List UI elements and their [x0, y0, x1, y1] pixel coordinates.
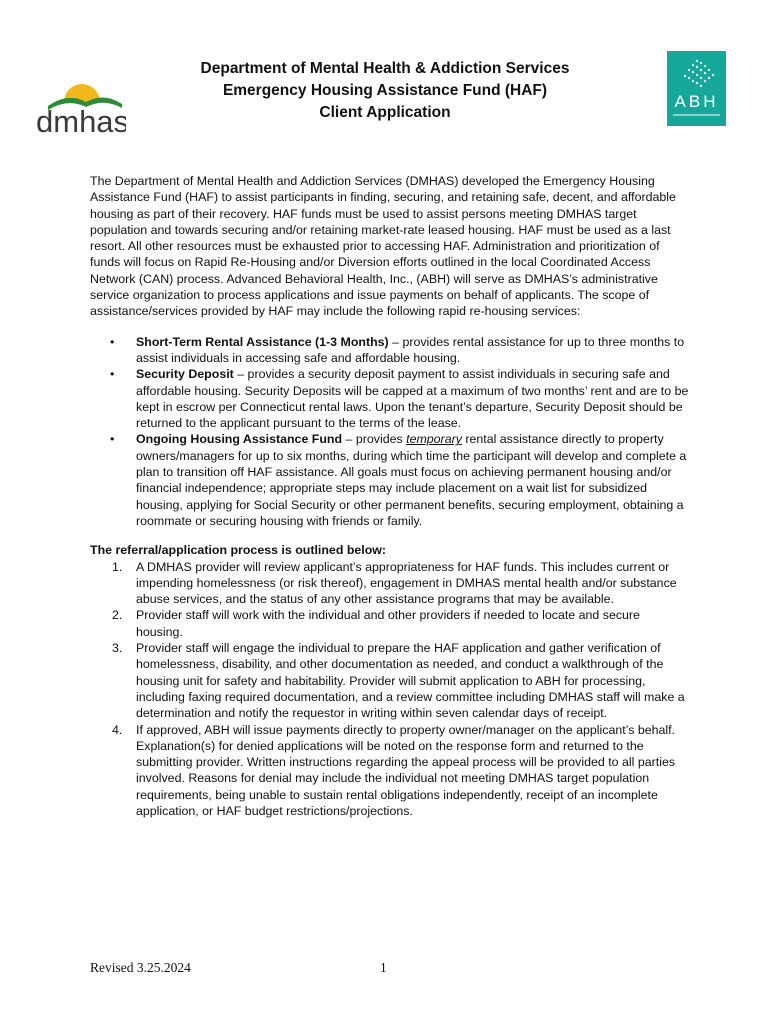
- process-heading: The referral/application process is outlined below:: [90, 543, 387, 558]
- title-line: Department of Mental Health & Addiction Services: [200, 60, 570, 77]
- step-number: 3.: [112, 641, 123, 656]
- document-title: [140, 58, 630, 124]
- document-body: [90, 173, 690, 819]
- service-description-lead: – provides: [342, 432, 407, 447]
- bullet: •: [110, 334, 115, 349]
- step-text: Provider staff will work with the individual and other providers if needed to locate and secure housing.: [136, 608, 640, 639]
- title-line: Client Application: [319, 104, 451, 121]
- emphasized-word: temporary: [406, 432, 462, 447]
- step-number: 2.: [112, 608, 123, 623]
- list-item: [90, 722, 690, 820]
- step-text: Provider staff will engage the individual to prepare the HAF application and gather verification of homelessness, disability, and other documentation as needed, and conduct a walkthrough of the housing unit for safety and habitability. Provider will submit application to ABH for processing, including faxing required documentation, and a review committee including DMHAS staff will make a determination and notify the requestor in writing within seven calendar days of receipt.: [136, 641, 685, 721]
- bullet: •: [110, 432, 115, 447]
- service-term: Short-Term Rental Assistance (1-3 Months): [136, 334, 389, 349]
- service-term: Security Deposit: [136, 367, 234, 382]
- list-item: [90, 607, 690, 640]
- service-description: – provides rental assistance for up to three months to assist individuals in accessing safe and affordable housing.: [136, 334, 685, 365]
- list-item: [90, 431, 690, 529]
- intro-paragraph: The Department of Mental Health and Addiction Services (DMHAS) developed the Emergency Housing Assistance Fund (HAF) to assist participants in finding, securing, and retaining safe, decent, and affordable housing as part of their recovery. HAF funds must be used to assist persons meeting DMHAS target population and towards securing and/or retaining market-rate leased housing. HAF must be used as a last resort. All other resources must be exhausted prior to accessing HAF. Administration and prioritization of funds will focus on Rapid Re-Housing and/or Diversion efforts outlined in the local Coordinated Access Network (CAN) process. Advanced Behavioral Health, Inc., (ABH) will serve as DMHAS’s administrative service organization to process applications and issue payments on behalf of applicants. The scope of assistance/services provided by HAF may include the following rapid re-housing services:: [90, 174, 676, 319]
- list-item: [90, 334, 690, 367]
- step-number: 4.: [112, 722, 123, 737]
- dmhas-logo: [34, 80, 126, 136]
- page-number: 1: [380, 960, 387, 975]
- service-description: – provides a security deposit payment to assist individuals in securing safe and affordable housing. Security Deposits will be capped at a maximum of two months’ rent and are to be kept in escrow per Connecticut rental laws. Upon the tenant’s departure, Security Deposit should be returned to the applicant pursuant to the terms of the lease.: [136, 367, 689, 431]
- step-text: A DMHAS provider will review applicant’s appropriateness for HAF funds. This includes current or impending homelessness (or risk thereof), engagement in DMHAS mental health and/or substance abuse services, and the status of any other assistance programs that may be available.: [136, 559, 677, 607]
- revision-date: Revised 3.25.2024: [90, 960, 191, 975]
- services-list: [90, 334, 690, 530]
- list-item: [90, 640, 690, 721]
- dmhas-logo-text: dmhas: [36, 104, 126, 136]
- abh-logo: [667, 51, 726, 126]
- service-description: rental assistance directly to property owners/managers for up to six months, during which time the participant will develop and complete a plan to transition off HAF assistance. All goals must focus on achieving permanent housing and/or financial independence; appropriate steps may include placement on a wait list for subsidized housing, applying for Social Security or other permanent benefits, securing employment, obtaining a roommate or securing housing with friends or family.: [136, 432, 687, 528]
- step-number: 1.: [112, 559, 123, 574]
- list-item: [90, 559, 690, 608]
- title-line: Emergency Housing Assistance Fund (HAF): [222, 82, 548, 99]
- abh-logo-text: ABH: [674, 92, 719, 111]
- process-steps-list: [90, 559, 690, 820]
- step-text: If approved, ABH will issue payments directly to property owner/manager on the applicant’s behalf. Explanation(s) for denied applications will be noted on the response form and returned to the submitting provider. Written instructions regarding the appeal process will be provided to all parties involved. Reasons for denial may include the individual not meeting DMHAS target population requirements, being unable to sustain rental obligations independently, receipt of an incomplete application, or HAF budget restrictions/projections.: [136, 722, 676, 818]
- list-item: [90, 366, 690, 431]
- bullet: •: [110, 367, 115, 382]
- service-term: Ongoing Housing Assistance Fund: [136, 432, 343, 447]
